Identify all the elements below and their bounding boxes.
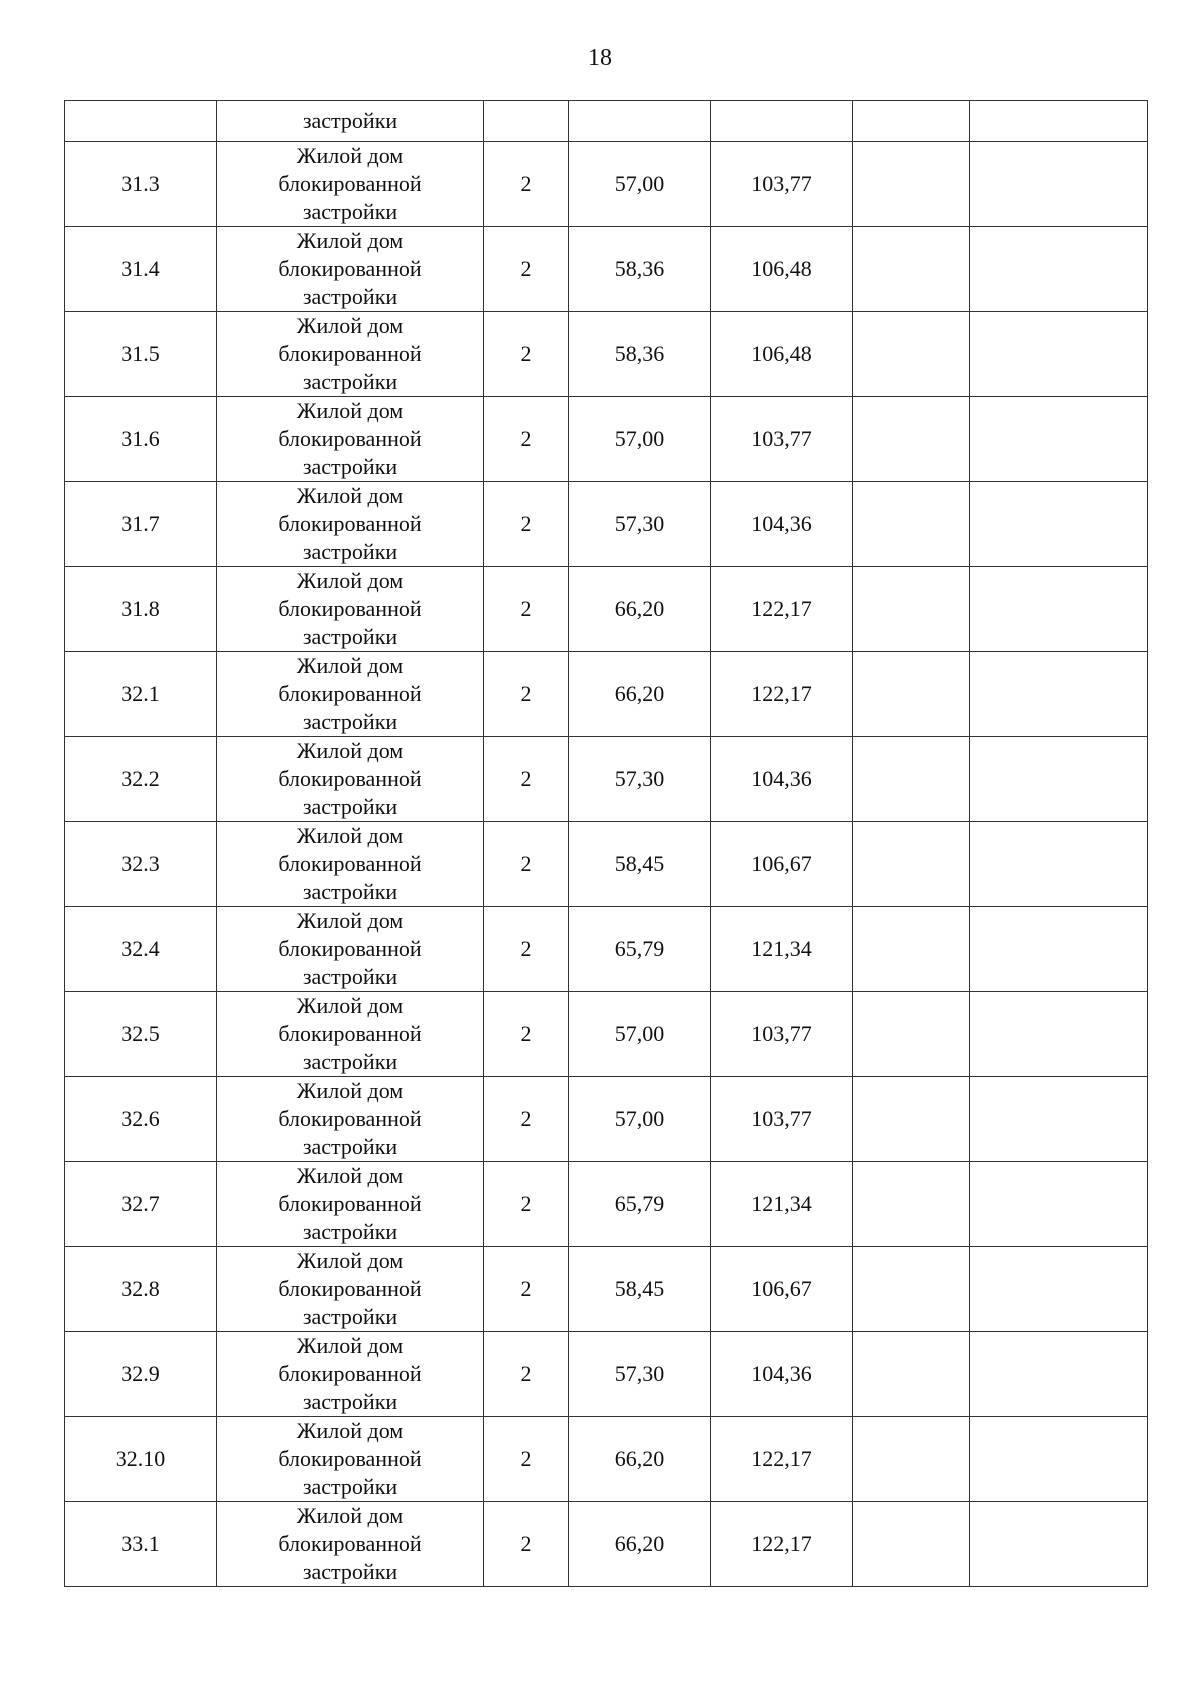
cell-area-1: 57,00 bbox=[569, 397, 711, 482]
cell-col-7 bbox=[970, 1332, 1148, 1417]
buildings-table bbox=[64, 100, 1148, 1587]
cell-area-2: 103,77 bbox=[711, 397, 853, 482]
cell-col-6 bbox=[853, 482, 970, 567]
cell-area-2 bbox=[711, 101, 853, 142]
type-line: блокированной bbox=[278, 1361, 422, 1386]
type-line: блокированной bbox=[278, 256, 422, 281]
type-line: Жилой дом bbox=[296, 653, 404, 678]
cell-area-1: 58,36 bbox=[569, 312, 711, 397]
cell-type bbox=[217, 992, 484, 1077]
cell-number: 32.10 bbox=[65, 1417, 217, 1502]
cell-area-1: 57,30 bbox=[569, 1332, 711, 1417]
cell-floors: 2 bbox=[484, 1417, 569, 1502]
cell-area-1: 57,00 bbox=[569, 1077, 711, 1162]
type-line: застройки bbox=[302, 1219, 398, 1244]
type-line: Жилой дом bbox=[296, 1503, 404, 1528]
cell-floors: 2 bbox=[484, 652, 569, 737]
type-line: застройки bbox=[302, 199, 398, 224]
cell-type bbox=[217, 1502, 484, 1587]
cell-type bbox=[217, 142, 484, 227]
table-row bbox=[65, 482, 1148, 567]
type-line: блокированной bbox=[278, 681, 422, 706]
type-line: Жилой дом bbox=[296, 398, 404, 423]
type-line: застройки bbox=[302, 879, 398, 904]
type-line: застройки bbox=[302, 1474, 398, 1499]
cell-type bbox=[217, 567, 484, 652]
cell-col-6 bbox=[853, 142, 970, 227]
cell-col-7 bbox=[970, 227, 1148, 312]
cell-number: 32.6 bbox=[65, 1077, 217, 1162]
cell-number: 31.8 bbox=[65, 567, 217, 652]
table-row bbox=[65, 1077, 1148, 1162]
cell-floors: 2 bbox=[484, 992, 569, 1077]
type-line: Жилой дом bbox=[296, 228, 404, 253]
type-line: блокированной bbox=[278, 596, 422, 621]
type-line: застройки bbox=[302, 1559, 398, 1584]
table-row bbox=[65, 312, 1148, 397]
cell-floors: 2 bbox=[484, 1247, 569, 1332]
cell-col-6 bbox=[853, 101, 970, 142]
type-line: Жилой дом bbox=[296, 823, 404, 848]
cell-col-6 bbox=[853, 567, 970, 652]
cell-col-7 bbox=[970, 1162, 1148, 1247]
cell-area-2: 106,67 bbox=[711, 822, 853, 907]
cell-col-7 bbox=[970, 822, 1148, 907]
cell-col-6 bbox=[853, 227, 970, 312]
cell-col-7 bbox=[970, 1247, 1148, 1332]
type-line: блокированной bbox=[278, 1191, 422, 1216]
type-line: застройки bbox=[302, 454, 398, 479]
cell-area-1: 66,20 bbox=[569, 652, 711, 737]
table-row bbox=[65, 737, 1148, 822]
cell-number: 32.8 bbox=[65, 1247, 217, 1332]
cell-type bbox=[217, 1162, 484, 1247]
cell-col-6 bbox=[853, 312, 970, 397]
cell-col-6 bbox=[853, 1247, 970, 1332]
cell-area-2: 121,34 bbox=[711, 1162, 853, 1247]
cell-col-7 bbox=[970, 567, 1148, 652]
type-line: Жилой дом bbox=[296, 1078, 404, 1103]
cell-number: 31.5 bbox=[65, 312, 217, 397]
cell-floors: 2 bbox=[484, 737, 569, 822]
cell-area-1: 65,79 bbox=[569, 907, 711, 992]
cell-area-2: 103,77 bbox=[711, 992, 853, 1077]
cell-type bbox=[217, 482, 484, 567]
cell-number: 32.9 bbox=[65, 1332, 217, 1417]
type-line: застройки bbox=[302, 964, 398, 989]
page-number: 18 bbox=[588, 45, 612, 71]
cell-floors: 2 bbox=[484, 1332, 569, 1417]
cell-floors: 2 bbox=[484, 142, 569, 227]
type-line: Жилой дом bbox=[296, 483, 404, 508]
cell-number bbox=[65, 101, 217, 142]
type-line: блокированной bbox=[278, 341, 422, 366]
type-line: застройки bbox=[302, 369, 398, 394]
cell-col-7 bbox=[970, 101, 1148, 142]
cell-area-1: 66,20 bbox=[569, 567, 711, 652]
cell-floors: 2 bbox=[484, 1077, 569, 1162]
cell-col-6 bbox=[853, 397, 970, 482]
cell-number: 32.2 bbox=[65, 737, 217, 822]
type-line: блокированной bbox=[278, 1531, 422, 1556]
cell-col-6 bbox=[853, 652, 970, 737]
cell-number: 32.4 bbox=[65, 907, 217, 992]
cell-area-2: 122,17 bbox=[711, 652, 853, 737]
table-row bbox=[65, 227, 1148, 312]
cell-col-7 bbox=[970, 397, 1148, 482]
type-line: Жилой дом bbox=[296, 1333, 404, 1358]
type-line: блокированной bbox=[278, 766, 422, 791]
type-line: Жилой дом bbox=[296, 1418, 404, 1443]
cell-type bbox=[217, 822, 484, 907]
cell-number: 32.5 bbox=[65, 992, 217, 1077]
table-row bbox=[65, 1417, 1148, 1502]
table-row bbox=[65, 1502, 1148, 1587]
table-row bbox=[65, 397, 1148, 482]
cell-col-6 bbox=[853, 1332, 970, 1417]
cell-col-6 bbox=[853, 992, 970, 1077]
type-line: блокированной bbox=[278, 426, 422, 451]
table-row bbox=[65, 652, 1148, 737]
cell-type bbox=[217, 1417, 484, 1502]
type-line: блокированной bbox=[278, 851, 422, 876]
table-row bbox=[65, 1332, 1148, 1417]
cell-col-7 bbox=[970, 652, 1148, 737]
type-line: блокированной bbox=[278, 1276, 422, 1301]
cell-area-1: 57,30 bbox=[569, 737, 711, 822]
cell-area-1: 66,20 bbox=[569, 1417, 711, 1502]
cell-type bbox=[217, 397, 484, 482]
cell-number: 32.3 bbox=[65, 822, 217, 907]
cell-col-7 bbox=[970, 1417, 1148, 1502]
cell-floors: 2 bbox=[484, 227, 569, 312]
table-row bbox=[65, 567, 1148, 652]
cell-area-1: 58,45 bbox=[569, 1247, 711, 1332]
type-line: блокированной bbox=[278, 171, 422, 196]
type-line: Жилой дом bbox=[296, 313, 404, 338]
type-line: Жилой дом bbox=[296, 143, 404, 168]
cell-number: 31.3 bbox=[65, 142, 217, 227]
cell-col-6 bbox=[853, 1417, 970, 1502]
type-line: застройки bbox=[302, 539, 398, 564]
cell-col-6 bbox=[853, 1077, 970, 1162]
cell-col-7 bbox=[970, 1502, 1148, 1587]
cell-floors: 2 bbox=[484, 1162, 569, 1247]
cell-area-2: 104,36 bbox=[711, 737, 853, 822]
cell-area-2: 106,48 bbox=[711, 227, 853, 312]
cell-area-2: 106,48 bbox=[711, 312, 853, 397]
cell-area-1: 57,00 bbox=[569, 142, 711, 227]
cell-floors bbox=[484, 101, 569, 142]
cell-area-1: 66,20 bbox=[569, 1502, 711, 1587]
type-line: Жилой дом bbox=[296, 993, 404, 1018]
cell-area-2: 106,67 bbox=[711, 1247, 853, 1332]
cell-area-1: 57,30 bbox=[569, 482, 711, 567]
cell-type bbox=[217, 312, 484, 397]
table-row bbox=[65, 1162, 1148, 1247]
cell-floors: 2 bbox=[484, 1502, 569, 1587]
type-line: застройки bbox=[302, 1134, 398, 1159]
type-line: Жилой дом bbox=[296, 908, 404, 933]
cell-col-6 bbox=[853, 822, 970, 907]
table-row bbox=[65, 992, 1148, 1077]
cell-area-2: 122,17 bbox=[711, 567, 853, 652]
cell-number: 32.1 bbox=[65, 652, 217, 737]
cell-area-2: 122,17 bbox=[711, 1502, 853, 1587]
type-line: Жилой дом bbox=[296, 738, 404, 763]
type-line: Жилой дом bbox=[296, 568, 404, 593]
cell-area-2: 103,77 bbox=[711, 1077, 853, 1162]
cell-floors: 2 bbox=[484, 907, 569, 992]
cell-col-6 bbox=[853, 1502, 970, 1587]
type-line: застройки bbox=[302, 1304, 398, 1329]
table-row bbox=[65, 1247, 1148, 1332]
cell-type bbox=[217, 227, 484, 312]
cell-col-7 bbox=[970, 737, 1148, 822]
cell-col-6 bbox=[853, 737, 970, 822]
cell-number: 32.7 bbox=[65, 1162, 217, 1247]
cell-area-1 bbox=[569, 101, 711, 142]
type-line: застройки bbox=[302, 284, 398, 309]
cell-type bbox=[217, 907, 484, 992]
cell-type bbox=[217, 1077, 484, 1162]
type-line: блокированной bbox=[278, 1021, 422, 1046]
cell-floors: 2 bbox=[484, 567, 569, 652]
type-line: застройки bbox=[302, 1049, 398, 1074]
cell-type bbox=[217, 737, 484, 822]
cell-floors: 2 bbox=[484, 312, 569, 397]
type-line: блокированной bbox=[278, 1106, 422, 1131]
cell-floors: 2 bbox=[484, 482, 569, 567]
table-row bbox=[65, 907, 1148, 992]
cell-col-7 bbox=[970, 907, 1148, 992]
cell-type bbox=[217, 1247, 484, 1332]
cell-number: 31.7 bbox=[65, 482, 217, 567]
cell-type: застройки bbox=[217, 101, 484, 142]
type-line: блокированной bbox=[278, 511, 422, 536]
type-line: Жилой дом bbox=[296, 1248, 404, 1273]
type-line: застройки bbox=[302, 624, 398, 649]
cell-number: 31.6 bbox=[65, 397, 217, 482]
cell-type bbox=[217, 1332, 484, 1417]
type-line: блокированной bbox=[278, 1446, 422, 1471]
cell-col-7 bbox=[970, 992, 1148, 1077]
type-line: блокированной bbox=[278, 936, 422, 961]
cell-area-1: 57,00 bbox=[569, 992, 711, 1077]
cell-col-7 bbox=[970, 1077, 1148, 1162]
cell-number: 31.4 bbox=[65, 227, 217, 312]
cell-type bbox=[217, 652, 484, 737]
cell-area-2: 104,36 bbox=[711, 482, 853, 567]
cell-area-2: 103,77 bbox=[711, 142, 853, 227]
cell-area-2: 122,17 bbox=[711, 1417, 853, 1502]
cell-col-7 bbox=[970, 312, 1148, 397]
cell-col-7 bbox=[970, 142, 1148, 227]
cell-col-7 bbox=[970, 482, 1148, 567]
type-line: застройки bbox=[302, 794, 398, 819]
table-body bbox=[65, 101, 1148, 1587]
cell-floors: 2 bbox=[484, 397, 569, 482]
cell-col-6 bbox=[853, 907, 970, 992]
cell-col-6 bbox=[853, 1162, 970, 1247]
type-line: застройки bbox=[302, 1389, 398, 1414]
cell-area-1: 65,79 bbox=[569, 1162, 711, 1247]
cell-area-1: 58,36 bbox=[569, 227, 711, 312]
table-row bbox=[65, 822, 1148, 907]
cell-number: 33.1 bbox=[65, 1502, 217, 1587]
continuation-row bbox=[65, 101, 1148, 142]
table-row bbox=[65, 142, 1148, 227]
cell-floors: 2 bbox=[484, 822, 569, 907]
cell-area-2: 121,34 bbox=[711, 907, 853, 992]
type-line: застройки bbox=[302, 709, 398, 734]
type-line: Жилой дом bbox=[296, 1163, 404, 1188]
cell-area-2: 104,36 bbox=[711, 1332, 853, 1417]
cell-area-1: 58,45 bbox=[569, 822, 711, 907]
